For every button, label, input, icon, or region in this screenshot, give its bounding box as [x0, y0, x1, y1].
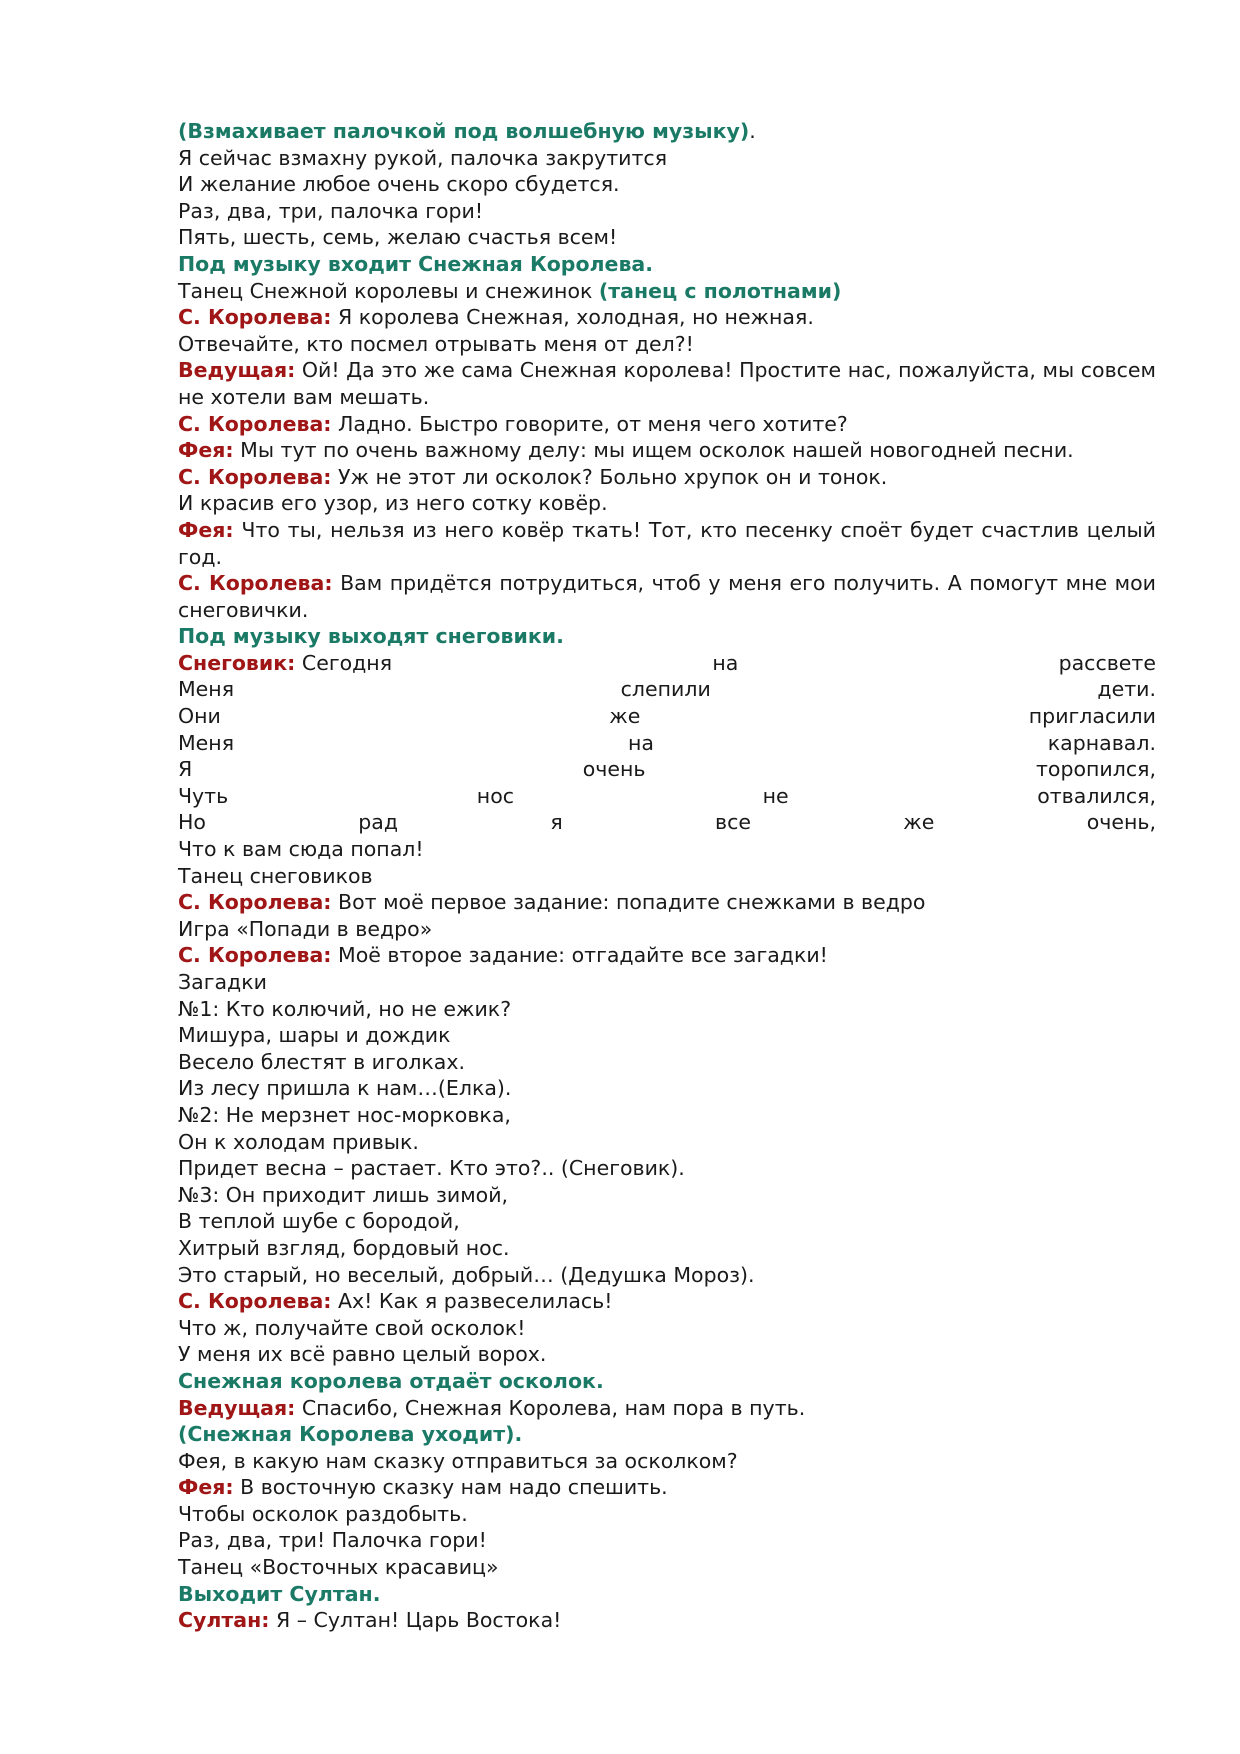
line-text: Мы тут по очень важному делу: мы ищем осколок нашей новогодней песни.	[233, 438, 1074, 463]
script-line	[178, 517, 1156, 570]
script-line	[178, 916, 1156, 943]
script-line	[178, 1102, 1156, 1129]
word: Но	[178, 810, 206, 835]
speaker-name: С. Королева:	[178, 943, 332, 968]
line-text: Что ж, получайте свой осколок!	[178, 1315, 526, 1340]
justified-word	[1036, 756, 1156, 783]
speaker-name: Снеговик:	[178, 650, 296, 675]
line-text: Ах! Как я развеселилась!	[331, 1289, 613, 1314]
script-line	[178, 1368, 1156, 1395]
justified-word	[178, 703, 221, 730]
word: не	[762, 783, 789, 808]
script-line	[178, 1341, 1156, 1368]
word: же	[903, 810, 935, 835]
line-text: Мишура, шары и дождик	[178, 1023, 451, 1048]
script-line	[178, 331, 1156, 358]
script-line	[178, 1288, 1156, 1315]
stage-direction: Под музыку выходят снеговики.	[178, 624, 564, 649]
script-line	[178, 198, 1156, 225]
script-line	[178, 1421, 1156, 1448]
justified-word	[178, 676, 234, 703]
script-line	[178, 756, 1156, 783]
line-text: Я королева Снежная, холодная, но нежная.	[331, 305, 814, 330]
word: Они	[178, 704, 221, 729]
justified-word	[178, 650, 392, 677]
script-line	[178, 570, 1156, 623]
script-line	[178, 304, 1156, 331]
script-line	[178, 1474, 1156, 1501]
justified-word	[763, 783, 789, 810]
word: я	[550, 810, 563, 835]
word: отвалился,	[1037, 783, 1156, 808]
script-line	[178, 278, 1156, 305]
line-text: Пять, шесть, семь, желаю счастья всем!	[178, 225, 618, 250]
script-line	[178, 1129, 1156, 1156]
speaker-name: С. Королева:	[178, 464, 332, 489]
script-line	[178, 1607, 1156, 1634]
line-text: №2: Не мерзнет нос-морковка,	[178, 1102, 511, 1127]
line-text: Что ты, нельзя из него ковёр ткать! Тот, кто песенку споёт будет счастлив целый год.	[178, 517, 1156, 569]
script-line	[178, 357, 1156, 410]
line-text: У меня их всё равно целый ворох.	[178, 1342, 547, 1367]
stage-direction: Выходит Султан.	[178, 1581, 381, 1606]
script-line	[178, 676, 1156, 703]
justified-word	[1048, 730, 1156, 757]
line-text: Танец «Восточных красавиц»	[178, 1555, 499, 1580]
stage-direction: (Снежная Королева уходит).	[178, 1422, 523, 1447]
script-line	[178, 996, 1156, 1023]
line-text: И желание любое очень скоро сбудется.	[178, 172, 620, 197]
script-line	[178, 730, 1156, 757]
speaker-name: С. Королева:	[178, 571, 333, 596]
line-text: В восточную сказку нам надо спешить.	[233, 1475, 668, 1500]
speaker-name: С. Королева:	[178, 411, 332, 436]
justified-word	[178, 809, 206, 836]
word: торопился,	[1035, 757, 1156, 782]
word: Чуть	[178, 783, 229, 808]
speaker-name: С. Королева:	[178, 1289, 332, 1314]
justified-word	[1029, 703, 1156, 730]
line-text: Он к холодам привык.	[178, 1129, 419, 1154]
script-line	[178, 863, 1156, 890]
line-text: В теплой шубе с бородой,	[178, 1209, 460, 1234]
script-line	[178, 1527, 1156, 1554]
line-text: .	[749, 119, 756, 143]
script-line	[178, 1022, 1156, 1049]
justified-word	[550, 809, 562, 836]
word: пригласили	[1028, 704, 1156, 729]
line-text: Ой! Да это же сама Снежная королева! Простите нас, пожалуйста, мы совсем не хотели вам мешать.	[178, 358, 1156, 409]
script-line	[178, 1395, 1156, 1422]
justified-word	[1097, 676, 1156, 703]
line-text: Что к вам сюда попал!	[178, 837, 424, 862]
word: карнавал.	[1047, 730, 1156, 755]
script-line	[178, 1155, 1156, 1182]
word: очень	[582, 757, 646, 782]
speaker-name: Ведущая:	[178, 358, 296, 383]
word: слепили	[620, 677, 711, 702]
justified-word	[178, 783, 228, 810]
line-text: Раз, два, три, палочка гори!	[178, 198, 484, 223]
script-line	[178, 1049, 1156, 1076]
speaker-name: Фея:	[178, 1475, 234, 1500]
speaker-name: С. Королева:	[178, 890, 332, 915]
line-text: Отвечайте, кто посмел отрывать меня от дел?!	[178, 331, 694, 356]
script-line	[178, 623, 1156, 650]
justified-word	[583, 756, 646, 783]
justified-word	[609, 703, 640, 730]
stage-direction: Снежная королева отдаёт осколок.	[178, 1368, 604, 1393]
line-text: Я сейчас взмахну рукой, палочка закрутится	[178, 145, 668, 170]
script-line	[178, 889, 1156, 916]
word: рад	[358, 810, 399, 835]
script-line	[178, 171, 1156, 198]
speaker-name: С. Королева:	[178, 305, 332, 330]
line-text: Ладно. Быстро говорите, от меня чего хотите?	[331, 411, 848, 436]
script-line	[178, 836, 1156, 863]
word: рассвете	[1058, 650, 1156, 675]
script-line	[178, 224, 1156, 251]
script-line	[178, 251, 1156, 278]
line-text: Игра «Попади в ведро»	[178, 916, 433, 941]
script-line	[178, 703, 1156, 730]
word: Меня	[178, 677, 235, 702]
line-text: Придет весна – растает. Кто это?.. (Снеговик).	[178, 1156, 685, 1181]
script-line	[178, 969, 1156, 996]
justified-word	[178, 730, 234, 757]
justified-word	[477, 783, 514, 810]
word: Меня	[178, 730, 235, 755]
word: Я	[178, 757, 193, 782]
justified-word	[178, 756, 192, 783]
word: очень,	[1086, 810, 1156, 835]
word: же	[609, 704, 641, 729]
justified-word	[712, 650, 738, 677]
script-line	[178, 145, 1156, 172]
word: дети.	[1097, 677, 1156, 702]
line-text: Танец снеговиков	[178, 863, 373, 888]
justified-word	[1059, 650, 1156, 677]
line-text: Спасибо, Снежная Королева, нам пора в путь.	[295, 1395, 806, 1420]
line-text: Фея, в какую нам сказку отправиться за осколком?	[178, 1448, 738, 1473]
script-line	[178, 1075, 1156, 1102]
script-line	[178, 1208, 1156, 1235]
justified-word	[1037, 783, 1156, 810]
script-line	[178, 118, 1156, 145]
script-line	[178, 464, 1156, 491]
script-line	[178, 1501, 1156, 1528]
line-text: Моё второе задание: отгадайте все загадки!	[331, 943, 828, 968]
justified-word	[628, 730, 654, 757]
line-text: Танец Снежной королевы и снежинок	[178, 278, 599, 303]
line-text: Уж не этот ли осколок? Больно хрупок он и тонок.	[331, 464, 888, 489]
line-text: Хитрый взгляд, бордовый нос.	[178, 1235, 510, 1260]
word: все	[715, 810, 751, 835]
script-line	[178, 1554, 1156, 1581]
script-line	[178, 650, 1156, 677]
line-text: Загадки	[178, 970, 267, 994]
stage-direction: Под музыку входит Снежная Королева.	[178, 251, 654, 276]
script-line	[178, 437, 1156, 464]
justified-word	[903, 809, 934, 836]
script-line	[178, 1581, 1156, 1608]
justified-word	[1087, 809, 1156, 836]
script-line	[178, 783, 1156, 810]
justified-word	[358, 809, 398, 836]
script-line	[178, 1315, 1156, 1342]
script-line	[178, 942, 1156, 969]
word: нос	[476, 783, 515, 808]
line-text: Это старый, но веселый, добрый… (Дедушка Мороз).	[178, 1262, 755, 1287]
justified-word	[715, 809, 751, 836]
speaker-name: Ведущая:	[178, 1395, 296, 1420]
justified-word	[621, 676, 711, 703]
line-text: Я – Султан! Царь Востока!	[269, 1608, 562, 1633]
speaker-name: Фея:	[178, 517, 234, 542]
word: Сегодня	[301, 650, 393, 675]
script-line	[178, 411, 1156, 438]
speaker-name: Султан:	[178, 1608, 270, 1633]
stage-direction: (танец с полотнами)	[598, 278, 842, 303]
script-text	[178, 118, 1156, 1634]
line-text: Из лесу пришла к нам…(Елка).	[178, 1076, 512, 1101]
script-line	[178, 1235, 1156, 1262]
line-text: №1: Кто колючий, но не ежик?	[178, 996, 512, 1021]
word: на	[712, 650, 739, 675]
script-line	[178, 490, 1156, 517]
line-text: Раз, два, три! Палочка гори!	[178, 1528, 487, 1553]
word: на	[627, 730, 654, 755]
script-line	[178, 1182, 1156, 1209]
speaker-name: Фея:	[178, 438, 234, 463]
line-text: Вот моё первое задание: попадите снежками в ведро	[331, 890, 926, 915]
script-line	[178, 1262, 1156, 1289]
line-text: Вам придётся потрудиться, чтоб у меня его получить. А помогут мне мои снеговички.	[178, 571, 1157, 622]
script-line	[178, 1448, 1156, 1475]
line-text: Весело блестят в иголках.	[178, 1049, 466, 1074]
line-text: Чтобы осколок раздобыть.	[178, 1501, 468, 1526]
stage-direction: (Взмахивает палочкой под волшебную музыку)	[178, 119, 750, 143]
line-text: №3: Он приходит лишь зимой,	[178, 1182, 509, 1207]
script-line	[178, 809, 1156, 836]
line-text: И красив его узор, из него сотку ковёр.	[178, 491, 608, 516]
